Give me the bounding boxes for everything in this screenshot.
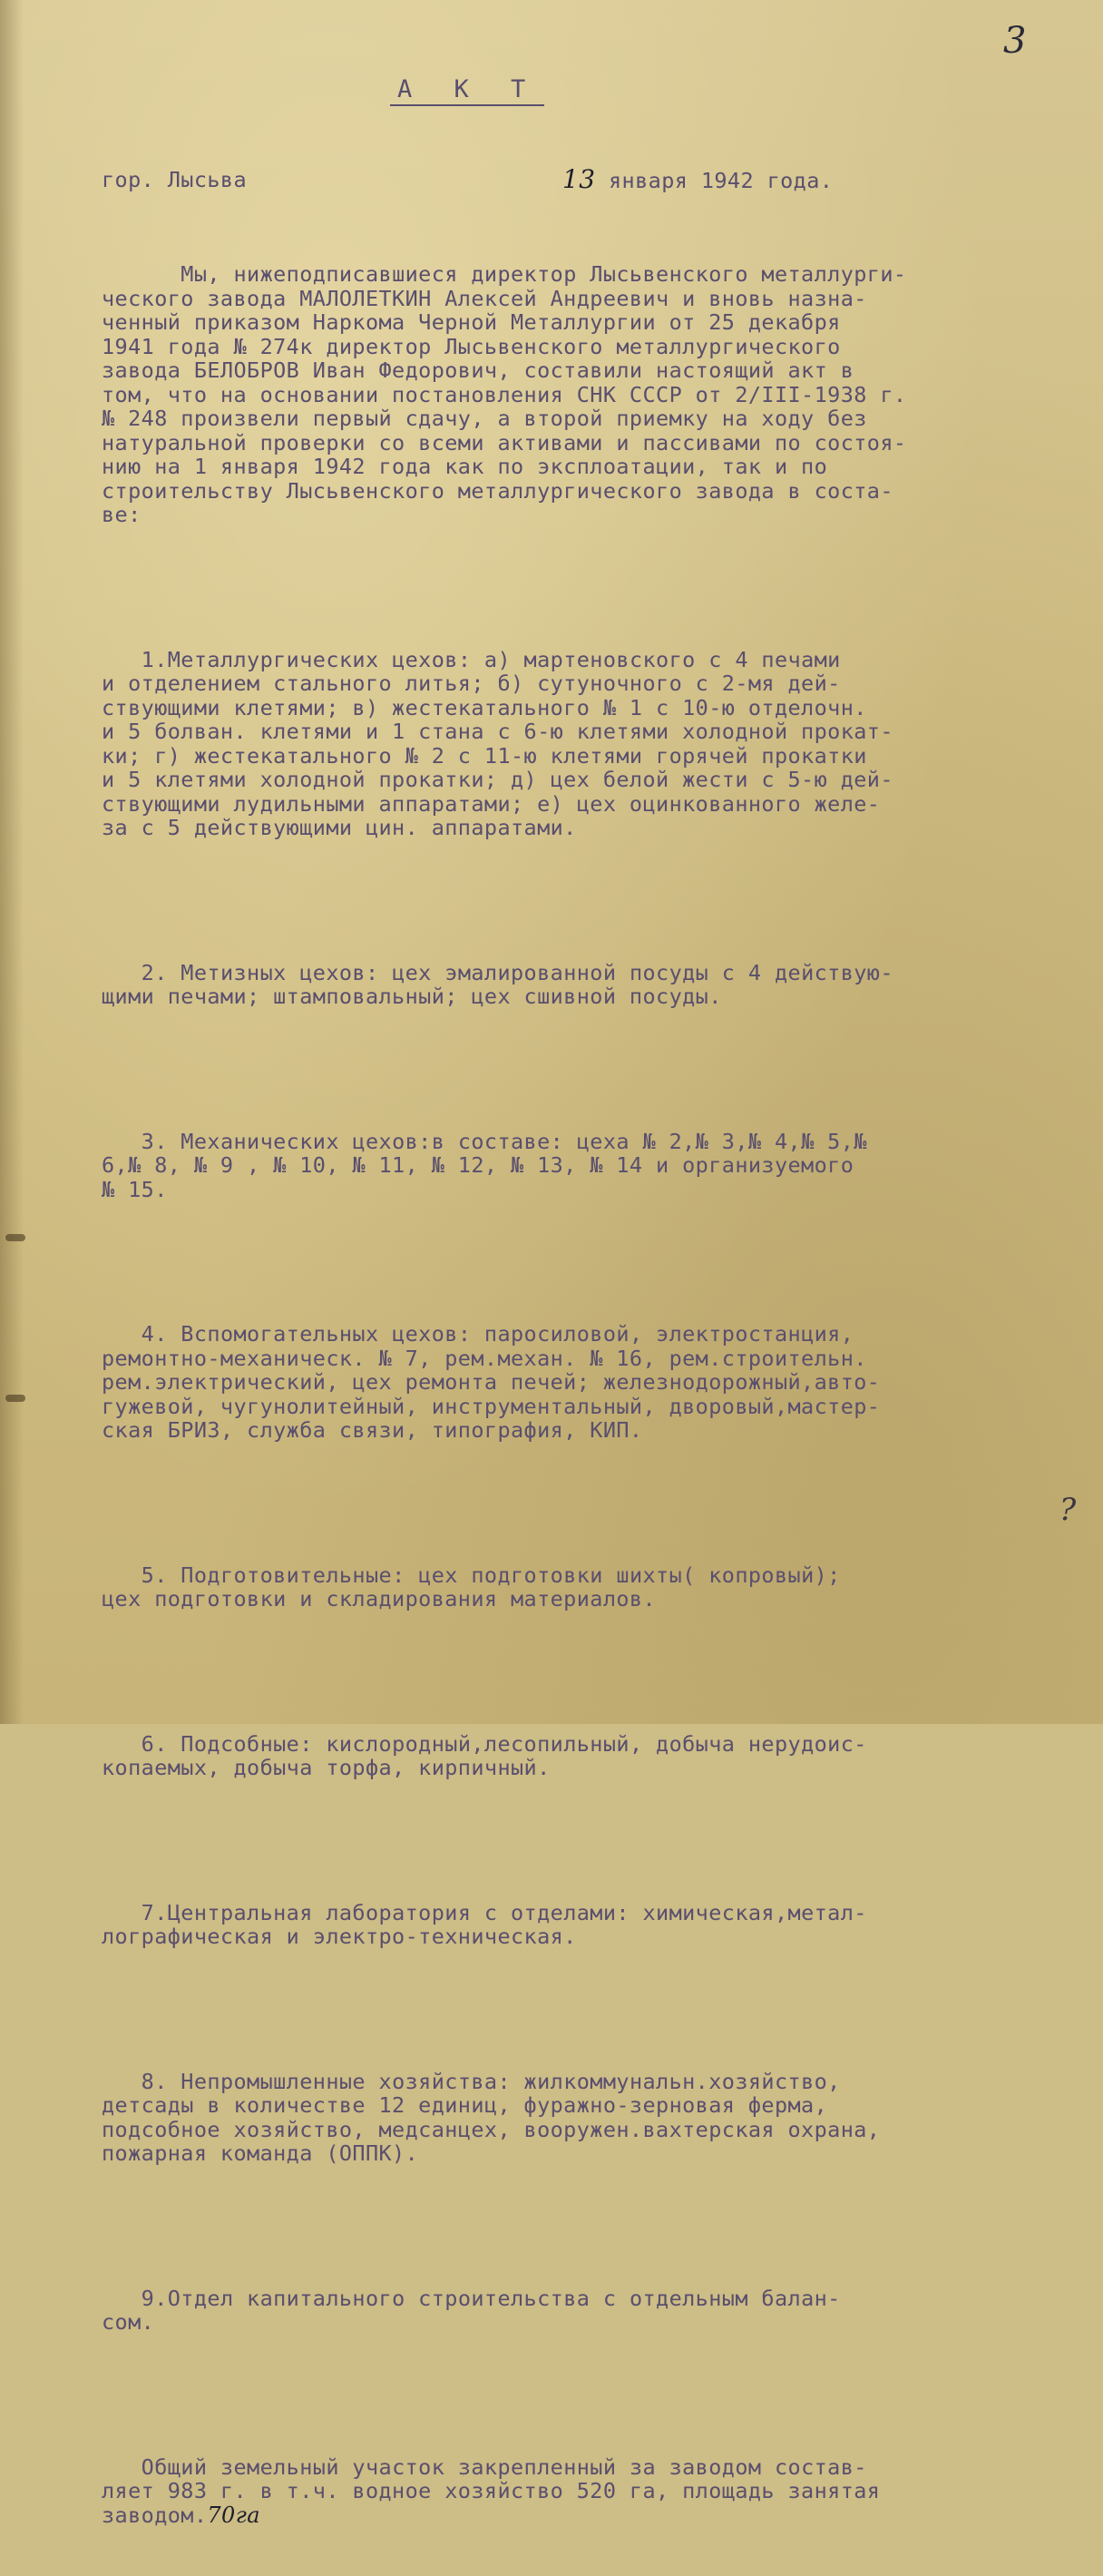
document-body [102, 214, 1068, 2575]
paragraph-capital-construction: 9.Отдел капитального строительства с отдельным балан- сом. [102, 2285, 841, 2335]
binding-hole-mark [5, 1234, 25, 1241]
paragraph-land-area [102, 2455, 1068, 2528]
document-date [562, 164, 834, 194]
paragraph-preparatory-shops: 5. Подготовительные: цех подготовки шихты( копровый); цех подготовки и складирования материалов. [102, 1562, 841, 1611]
paragraph-auxiliary-shops: 4. Вспомогательных цехов: паросиловой, электростанция, ремонтно-механическ. № 7, рем.механ. № 16, рем.строительн. рем.электрический, цех ремонта печей; железнодорожный,авто- гужевой, чугунолитейный, инструментальный, дворовый,мастер- ская БРИЗ, служба связи, типография, КИП. [102, 1321, 881, 1443]
paragraph-intro: Мы, нижеподписавшиеся директор Лысьвенского металлурги- ческого завода МАЛОЛЕТКИН Алексей Андреевич и вновь назна- ченный приказом Наркома Черной Металлургии от 25 декабря 1941 года № 274к директор Лысьвенского металлургического завода БЕЛОБРОВ Иван Федорович, составили настоящий акт в том, что на основании постановления СНК СССР от 2/III-1938 г. № 248 произвели первый сдачу, а второй приемку на ходу без натуральной проверки со всеми активами и пассивами по состоя- нию на 1 января 1942 года как по эксплоатации, так и по строительству Лысьвенского металлургического завода в соста- ве: [102, 261, 907, 527]
paragraph-mechanical-shops: 3. Механических цехов:в составе: цеха № 2,№ 3,№ 4,№ 5,№ 6,№ 8, № 9 , № 10, № 11, № 12, № 13, № 14 и организуемого № 15. [102, 1128, 867, 1202]
date-month-year: января 1942 года. [609, 168, 834, 193]
paragraph-non-industrial: 8. Непромышленные хозяйства: жилкоммунальн.хозяйство, детсады в количестве 12 единиц, фуражно-зерновая ферма, подсобное хозяйство, медсанцех, вооружен.вахтерская охрана, пожарная команда (ОППК). [102, 2068, 881, 2166]
paragraph-metallurgical-shops: 1.Металлургических цехов: а) мартеновского с 4 печами и отделением стального литья; б) сутуночного с 2-мя дей- ствующими клетями; в) жестекатального № 1 с 10-ю отделочн. и 5 болван. клетями и 1 стана с 6-ю клетями холодной прокат- ки; г) жестекатального № 2 с 11-ю клетями горячей прокатки и 5 клетями холодной прокатки; д) цех белой жести с 5-ю дей- ствующими лудильными аппаратами; е) цех оцинкованного желе- за с 5 действующими цин. аппаратами. [102, 646, 893, 840]
date-day-handwritten: 13 [562, 164, 596, 194]
land-area-text: Общий земельный участок закрепленный за заводом состав- ляет 983 г. в т.ч. водное хозяйство 520 га, площадь занятая заводом. [102, 2454, 881, 2528]
binding-hole-mark [5, 1395, 25, 1402]
page-left-edge [0, 0, 24, 1724]
margin-mark: ? [1059, 1492, 1077, 1528]
paragraph-central-laboratory: 7.Центральная лаборатория с отделами: химическая,метал- лографическая и электро-техническая. [102, 1899, 867, 1949]
handwritten-insert: 70га [207, 2502, 260, 2528]
page-number: 3 [1003, 20, 1027, 62]
paragraph-subsidiary-shops: 6. Подсобные: кислородный,лесопильный, добыча нерудоис- копаемых, добыча торфа, кирпичный. [102, 1730, 867, 1780]
paragraph-hardware-shops: 2. Метизных цехов: цех эмалированной посуды с 4 действую- щими печами; штамповальный; цех сшивной посуды. [102, 959, 893, 1009]
document-city: гор. Лысьва [102, 167, 248, 192]
document-title: А К Т [390, 78, 544, 106]
